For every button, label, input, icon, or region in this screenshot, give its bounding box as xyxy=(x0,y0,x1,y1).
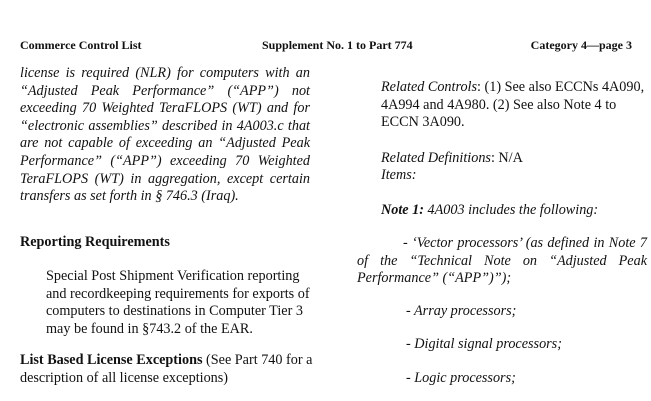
note-item-vector-processors: - ‘Vector processors’ (as defined in Note 7 of the “Technical Note on “Adjusted Peak Performance” (“APP”)”); xyxy=(357,235,647,287)
lble-text: (See Part 740 for a description of all license exceptions) xyxy=(20,352,313,386)
lble-heading: List Based License Exceptions xyxy=(20,352,203,368)
related-controls-text: : (1) See also ECCNs 4A090, 4A994 and 4A980. (2) See also Note 4 to ECCN 3A090. xyxy=(381,79,645,131)
related-controls xyxy=(381,79,646,132)
items-label: Items: xyxy=(381,167,417,183)
related-definitions-text: : N/A xyxy=(490,150,523,166)
related-definitions xyxy=(381,150,646,168)
header-page-number: Category 4—page 3 xyxy=(530,38,632,52)
related-definitions-label: Related Definitions xyxy=(381,150,491,166)
note-item-digital-signal-processors: - Digital signal processors; xyxy=(406,336,562,352)
header-left-title: Commerce Control List xyxy=(20,38,142,52)
note-1-text: 4A003 includes the following: xyxy=(427,202,599,218)
note-item-array-processors: - Array processors; xyxy=(406,303,517,319)
reporting-requirements-text: Special Post Shipment Verification reporting and recordkeeping requirements for exports of computers to destinations in Computer Tier 3 may be found in §743.2 of the EAR. xyxy=(46,268,310,337)
reporting-requirements-heading: Reporting Requirements xyxy=(20,234,170,250)
note-1-label: Note 1: xyxy=(381,202,424,218)
note-item-logic-processors: - Logic processors; xyxy=(406,370,516,386)
list-based-license-exceptions xyxy=(20,352,315,387)
header-center-title: Supplement No. 1 to Part 774 xyxy=(262,38,413,52)
note-1 xyxy=(381,202,646,220)
license-paragraph: license is required (NLR) for computers with an “Adjusted Peak Performance” (“APP”) not exceeding 70 Weighted TeraFLOPS (WT) and for “electronic assemblies” described in 4A003.c that are not capable of exceeding an “Adjusted Peak Performance” (“APP”) exceeding 70 Weighted TeraFLOPS (WT) in aggregation, except certain transfers as set forth in § 746.3 (Iraq). xyxy=(20,65,310,205)
related-controls-label: Related Controls xyxy=(381,79,478,95)
